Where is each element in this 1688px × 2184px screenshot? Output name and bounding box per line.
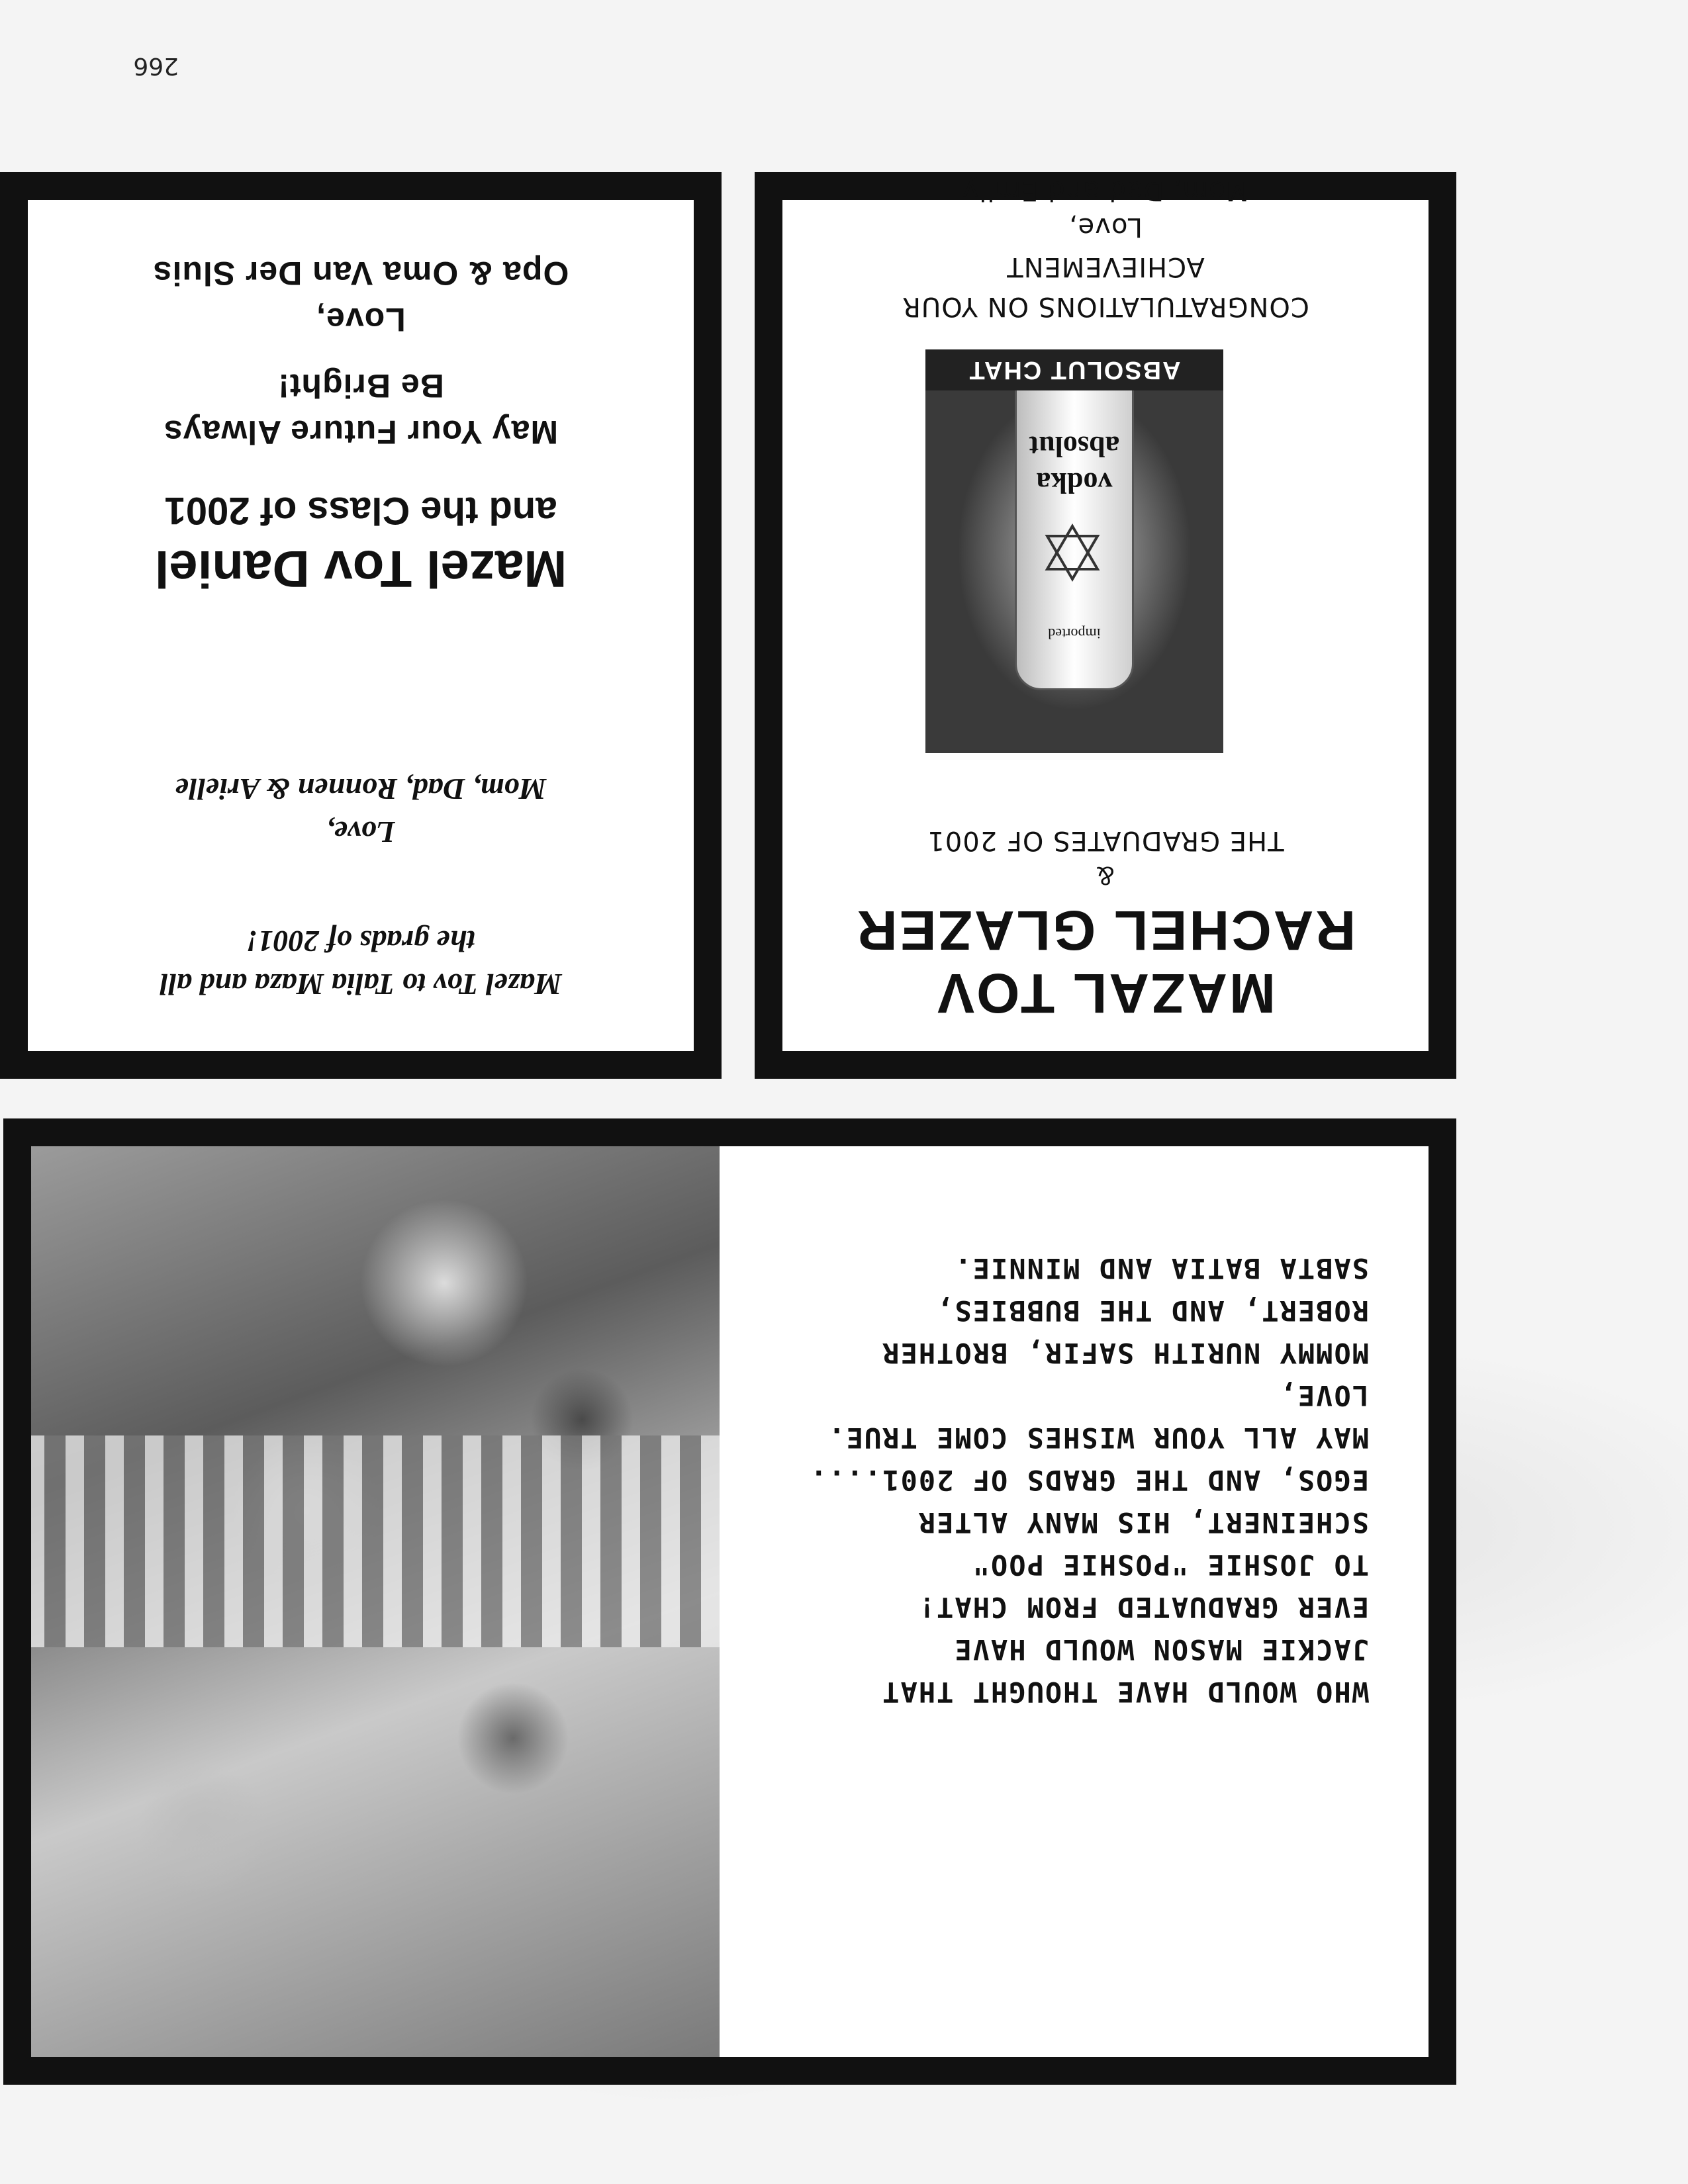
family-signature: Mom, Dad and Emily	[962, 175, 1249, 206]
ad-daniel-inner	[28, 200, 694, 1051]
poem-line: EVER GRADUATED FROM CHAT!	[917, 1591, 1369, 1623]
poem-line: SABTA BATIA AND MINNIE.	[953, 1252, 1369, 1285]
poem-line: SCHEINERT, HIS MANY ALTER	[917, 1506, 1369, 1539]
bottle-imported: imported	[1048, 625, 1101, 642]
bottle-brand: absolut	[1029, 430, 1120, 463]
poem-line: TO JOSHIE "POSHIE POO"	[971, 1549, 1369, 1581]
rachel-title-line-2: RACHEL GLAZER	[855, 899, 1356, 962]
poem-line: WHO WOULD HAVE THOUGHT THAT	[881, 1676, 1369, 1708]
wish-line-2: Be Bright!	[277, 367, 444, 404]
ad-rachel-inner	[782, 175, 1429, 1051]
ampersand: &	[1096, 861, 1115, 890]
ad-mazel-tov-daniel	[0, 172, 722, 1079]
rachel-title-line-1: MAZAL TOV	[935, 962, 1276, 1024]
wish-line-1: May Your Future Always	[163, 414, 559, 451]
love-label: Love,	[1068, 212, 1143, 242]
ad-jackie-inner	[31, 1146, 1429, 2057]
poem-line: EGOS, AND THE GRADS OF 2001....	[809, 1464, 1369, 1496]
family-signature-1: Mom, Dad, Ronnen & Arielle	[175, 772, 547, 806]
staircase-banister	[31, 1435, 720, 1647]
absolut-bottle-image	[925, 349, 1223, 753]
star-of-david-icon	[1043, 523, 1102, 582]
poem-line: JACKIE MASON WOULD HAVE	[953, 1633, 1369, 1666]
congrats-line-2: ACHIEVEMENT	[1006, 251, 1205, 282]
page-number: 266	[133, 52, 179, 79]
congrats-line-1: CONGRATULATIONS ON YOUR	[902, 291, 1309, 322]
dedication-line-2: the grads of 2001!	[246, 925, 476, 958]
dedication-line-1: Mazel Tov to Talia Maza and all	[160, 968, 562, 1001]
ad-jackie-mason	[3, 1118, 1456, 2085]
poem-line: MOMMY NURITH SAFIR, BROTHER	[881, 1337, 1369, 1369]
poem-line: MAY ALL YOUR WISHES COME TRUE.	[827, 1422, 1369, 1454]
photo-boy-with-plush-toys	[31, 1146, 720, 2057]
poem-text	[773, 1247, 1369, 1713]
vodka-bottle-icon	[1015, 373, 1134, 690]
graduates-line: THE GRADUATES OF 2001	[927, 825, 1284, 856]
bottle-product: vodka	[1036, 467, 1113, 499]
family-signature-2: Opa & Oma Van Der Sluis	[152, 255, 569, 292]
daniel-subtitle: and the Class of 2001	[164, 489, 557, 532]
poem-line: ROBERT, AND THE BUBBIES,	[935, 1295, 1369, 1327]
love-label-2: Love,	[316, 301, 406, 338]
love-label-1: Love,	[326, 815, 395, 849]
ad-rachel-glazer	[755, 172, 1456, 1079]
daniel-title: Mazel Tov Daniel	[154, 540, 567, 598]
poem-line: LOVE,	[1278, 1379, 1369, 1412]
bottle-banner: ABSOLUT CHAT	[925, 349, 1223, 390]
